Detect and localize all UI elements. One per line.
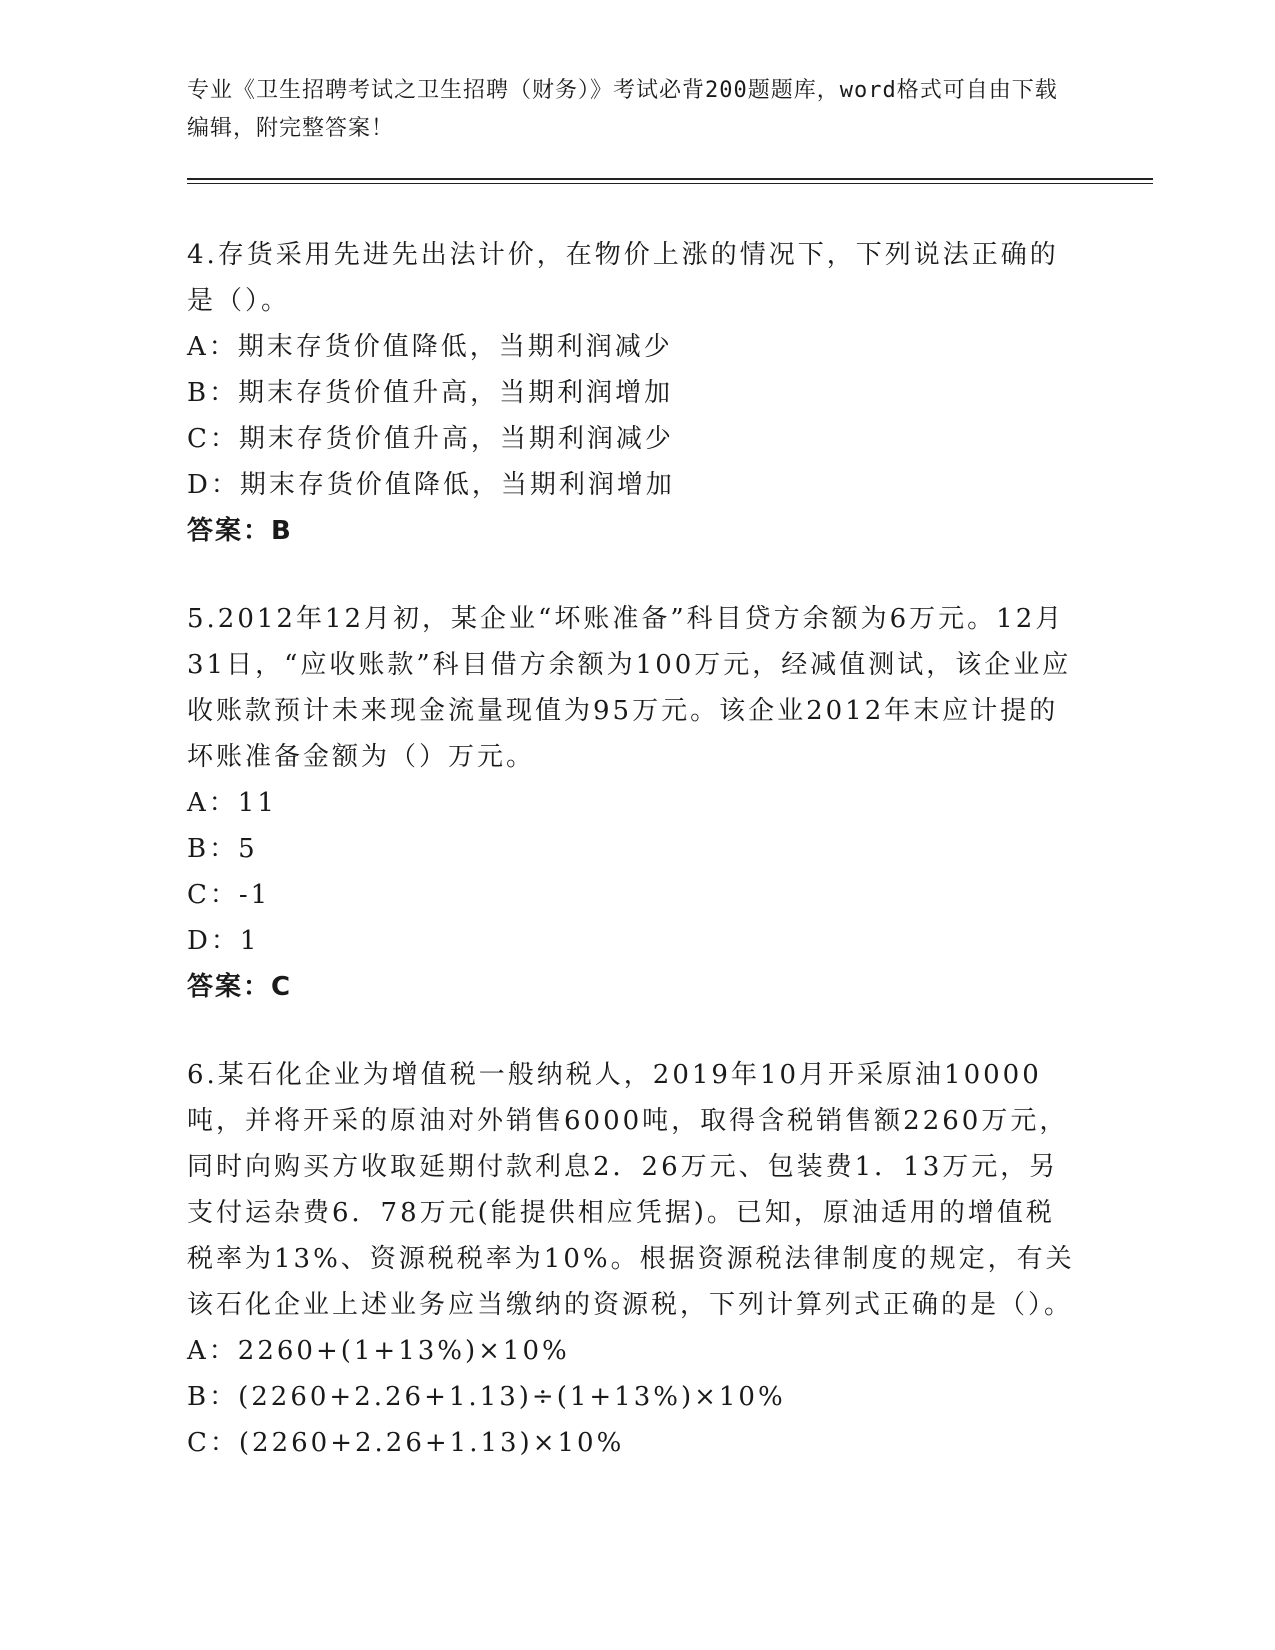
question-item <box>187 232 1077 554</box>
question-text: 6.某石化企业为增值税一般纳税人，2019年10月开采原油10000吨，并将开采的原油对外销售6000吨，取得含税销售额2260万元，同时向购买方收取延期付款利息2．26万元、包装费1．13万元，另支付运杂费6．78万元(能提供相应凭据)。已知，原油适用的增值税税率为13%、资源税税率为10%。根据资源税法律制度的规定，有关该石化企业上述业务应当缴纳的资源税，下列计算列式正确的是（）。 <box>187 1060 1075 1320</box>
option-c: C：(2260+2.26+1.13)×10% <box>187 1428 625 1458</box>
question-text: 4.存货采用先进先出法计价，在物价上涨的情况下，下列说法正确的是（）。 <box>187 240 1059 316</box>
header-divider <box>187 178 1153 184</box>
question-item <box>187 596 1077 1010</box>
option-a: A：2260+(1+13%)×10% <box>187 1336 570 1366</box>
answer-line: 答案：B <box>187 516 293 546</box>
option-b: B：5 <box>187 834 258 864</box>
answer-line: 答案：C <box>187 972 293 1002</box>
option-d: D：1 <box>187 926 260 956</box>
option-c: C：-1 <box>187 880 271 910</box>
document-header <box>187 72 1067 148</box>
option-c: C：期末存货价值升高，当期利润减少 <box>187 424 674 454</box>
option-b: B：期末存货价值升高，当期利润增加 <box>187 378 674 408</box>
question-item <box>187 1052 1077 1466</box>
option-d: D：期末存货价值降低，当期利润增加 <box>187 470 675 500</box>
option-a: A：期末存货价值降低，当期利润减少 <box>187 332 673 362</box>
option-b: B：(2260+2.26+1.13)÷(1+13%)×10% <box>187 1382 786 1412</box>
question-text: 5.2012年12月初，某企业“坏账准备”科目贷方余额为6万元。12月31日，“应收账款”科目借方余额为100万元，经减值测试，该企业应收账款预计未来现金流量现值为95万元。该企业2012年末应计提的坏账准备金额为（）万元。 <box>187 604 1072 772</box>
question-list <box>187 232 1077 1508</box>
header-intro-text: 专业《卫生招聘考试之卫生招聘（财务）》考试必背200题题库，word格式可自由下载编辑，附完整答案！ <box>187 78 1058 141</box>
option-a: A：11 <box>187 788 277 818</box>
